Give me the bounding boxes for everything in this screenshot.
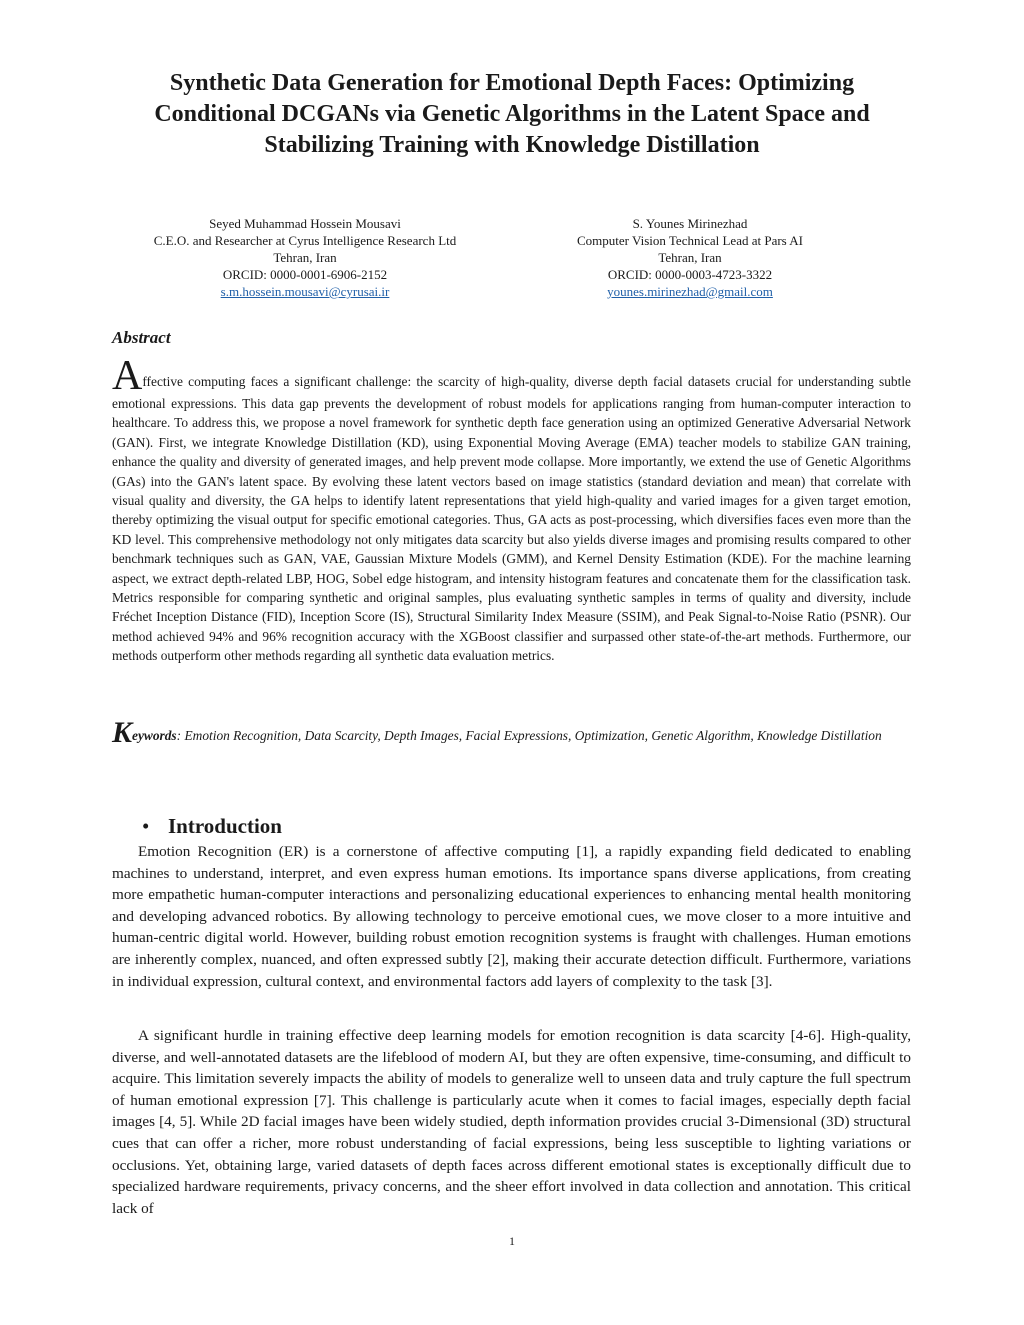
section-title: Introduction	[168, 814, 282, 838]
bullet-icon: •	[142, 814, 150, 838]
title-line-3: Stabilizing Training with Knowledge Distillation	[264, 132, 760, 158]
keywords-label: eywords	[132, 728, 177, 743]
author-name: S. Younes Mirinezhad	[632, 216, 748, 231]
keywords-text: : Emotion Recognition, Data Scarcity, Depth Images, Facial Expressions, Optimization, Genetic Algorithm, Knowledge Distillation	[176, 728, 882, 743]
author-orcid: ORCID: 0000-0003-4723-3322	[607, 267, 773, 282]
title-line-2: Conditional DCGANs via Genetic Algorithms in the Latent Space and	[154, 101, 870, 127]
author-email-link[interactable]: s.m.hossein.mousavi@cyrusai.ir	[220, 284, 390, 299]
section-heading-introduction	[142, 814, 282, 839]
introduction-paragraph-1: Emotion Recognition (ER) is a cornerstone of affective computing [1], a rapidly expanding field dedicated to enabling machines to understand, interpret, and even express human emotions. Its importance spans diverse applications, from creating more empathetic human-computer interactions and personalizing educational experiences to enhancing mental health monitoring and developing advanced robotics. By allowing technology to perceive emotional cues, we move closer to a more intuitive and human-centric digital world. However, building robust emotion recognition systems is fraught with challenges. Human emotions are inherently complex, nuanced, and often expressed subtly [2], making their accurate detection difficult. Furthermore, variations in individual expression, cultural context, and environmental factors add layers of complexity to the task [3].	[112, 843, 911, 990]
author-location: Tehran, Iran	[658, 250, 722, 265]
introduction-paragraph-2: A significant hurdle in training effective deep learning models for emotion recognition is data scarcity [4-6]. High-quality, diverse, and well-annotated datasets are the lifeblood of modern AI, but they are often expensive, time-consuming, and difficult to acquire. This limitation severely impacts the ability of models to generalize well to unseen data and truly capture the full spectrum of human emotional expression [7]. This challenge is particularly acute when it comes to facial images, especially depth facial images [4, 5]. While 2D facial images have been widely studied, depth information provides crucial 3-Dimensional (3D) structural cues that can offer a richer, more robust understanding of facial expressions, being less susceptible to lighting variations or occlusions. Yet, obtaining large, varied datasets of depth faces across different emotional states is exceptionally difficult due to specialized hardware requirements, privacy concerns, and the sheer effort involved in data collection and annotation. This critical lack of	[112, 1027, 911, 1217]
author-affiliation: Computer Vision Technical Lead at Pars AI	[576, 233, 803, 248]
author-orcid: ORCID: 0000-0001-6906-2152	[222, 267, 388, 282]
keywords-dropcap: K	[112, 716, 133, 749]
author-location: Tehran, Iran	[273, 250, 337, 265]
title-line-1: Synthetic Data Generation for Emotional Depth Faces: Optimizing	[169, 70, 855, 96]
author-affiliation: C.E.O. and Researcher at Cyrus Intelligence Research Ltd	[153, 233, 457, 248]
author-name: Seyed Muhammad Hossein Mousavi	[209, 216, 401, 231]
page-number: 1	[509, 1234, 515, 1248]
author-email-link[interactable]: younes.mirinezhad@gmail.com	[607, 284, 773, 299]
author-block-1	[130, 215, 480, 300]
paper-title	[100, 68, 924, 161]
abstract-text: ffective computing faces a significant challenge: the scarcity of high-quality, diverse depth facial datasets crucial for understanding subtle emotional expressions. This data gap prevents the development of robust models for applications ranging from human-computer interaction to healthcare. To address this, we propose a novel framework for synthetic depth face generation using an optimized Generative Adversarial Network (GAN). First, we integrate Knowledge Distillation (KD), using Exponential Moving Average (EMA) teacher models to stabilize GAN training, enhance the quality and diversity of generated images, and help prevent mode collapse. More importantly, we extend the use of Genetic Algorithms (GAs) into the GAN's latent space. By evolving these latent vectors based on image statistics (standard deviation and mean) that correlate with visual quality and diversity, the GA helps to identify latent representations that yield high-quality and varied images for a given target emotion, thereby optimizing the visual output for specific emotional categories. Thus, GA acts as post-processing, which diversifies faces even more than the KD level. This comprehensive methodology not only mitigates data scarcity but also yields diverse images and promising results compared to other benchmark techniques such as GAN, VAE, Gaussian Mixture Models (GMM), and Kernel Density Estimation (KDE). For the machine learning aspect, we extract depth-related LBP, HOG, Sobel edge histogram, and intensity histogram features and concatenate them for the classification task. Metrics responsible for comparing synthetic and original samples, plus evaluating synthetic samples in terms of quality and diversity, include Fréchet Inception Distance (FID), Inception Score (IS), Structural Similarity Index Measure (SSIM), and Peak Signal-to-Noise Ratio (PSNR). Our method achieved 94% and 96% recognition accuracy with the XGBoost classifier and surpassed other state-of-the-art methods. Furthermore, our methods outperform other methods regarding all synthetic data evaluation metrics.	[112, 374, 911, 664]
abstract-body	[112, 353, 911, 666]
abstract-heading: Abstract	[112, 328, 171, 347]
abstract-dropcap: A	[112, 353, 143, 399]
author-block-2	[520, 215, 860, 300]
keywords	[112, 716, 911, 749]
